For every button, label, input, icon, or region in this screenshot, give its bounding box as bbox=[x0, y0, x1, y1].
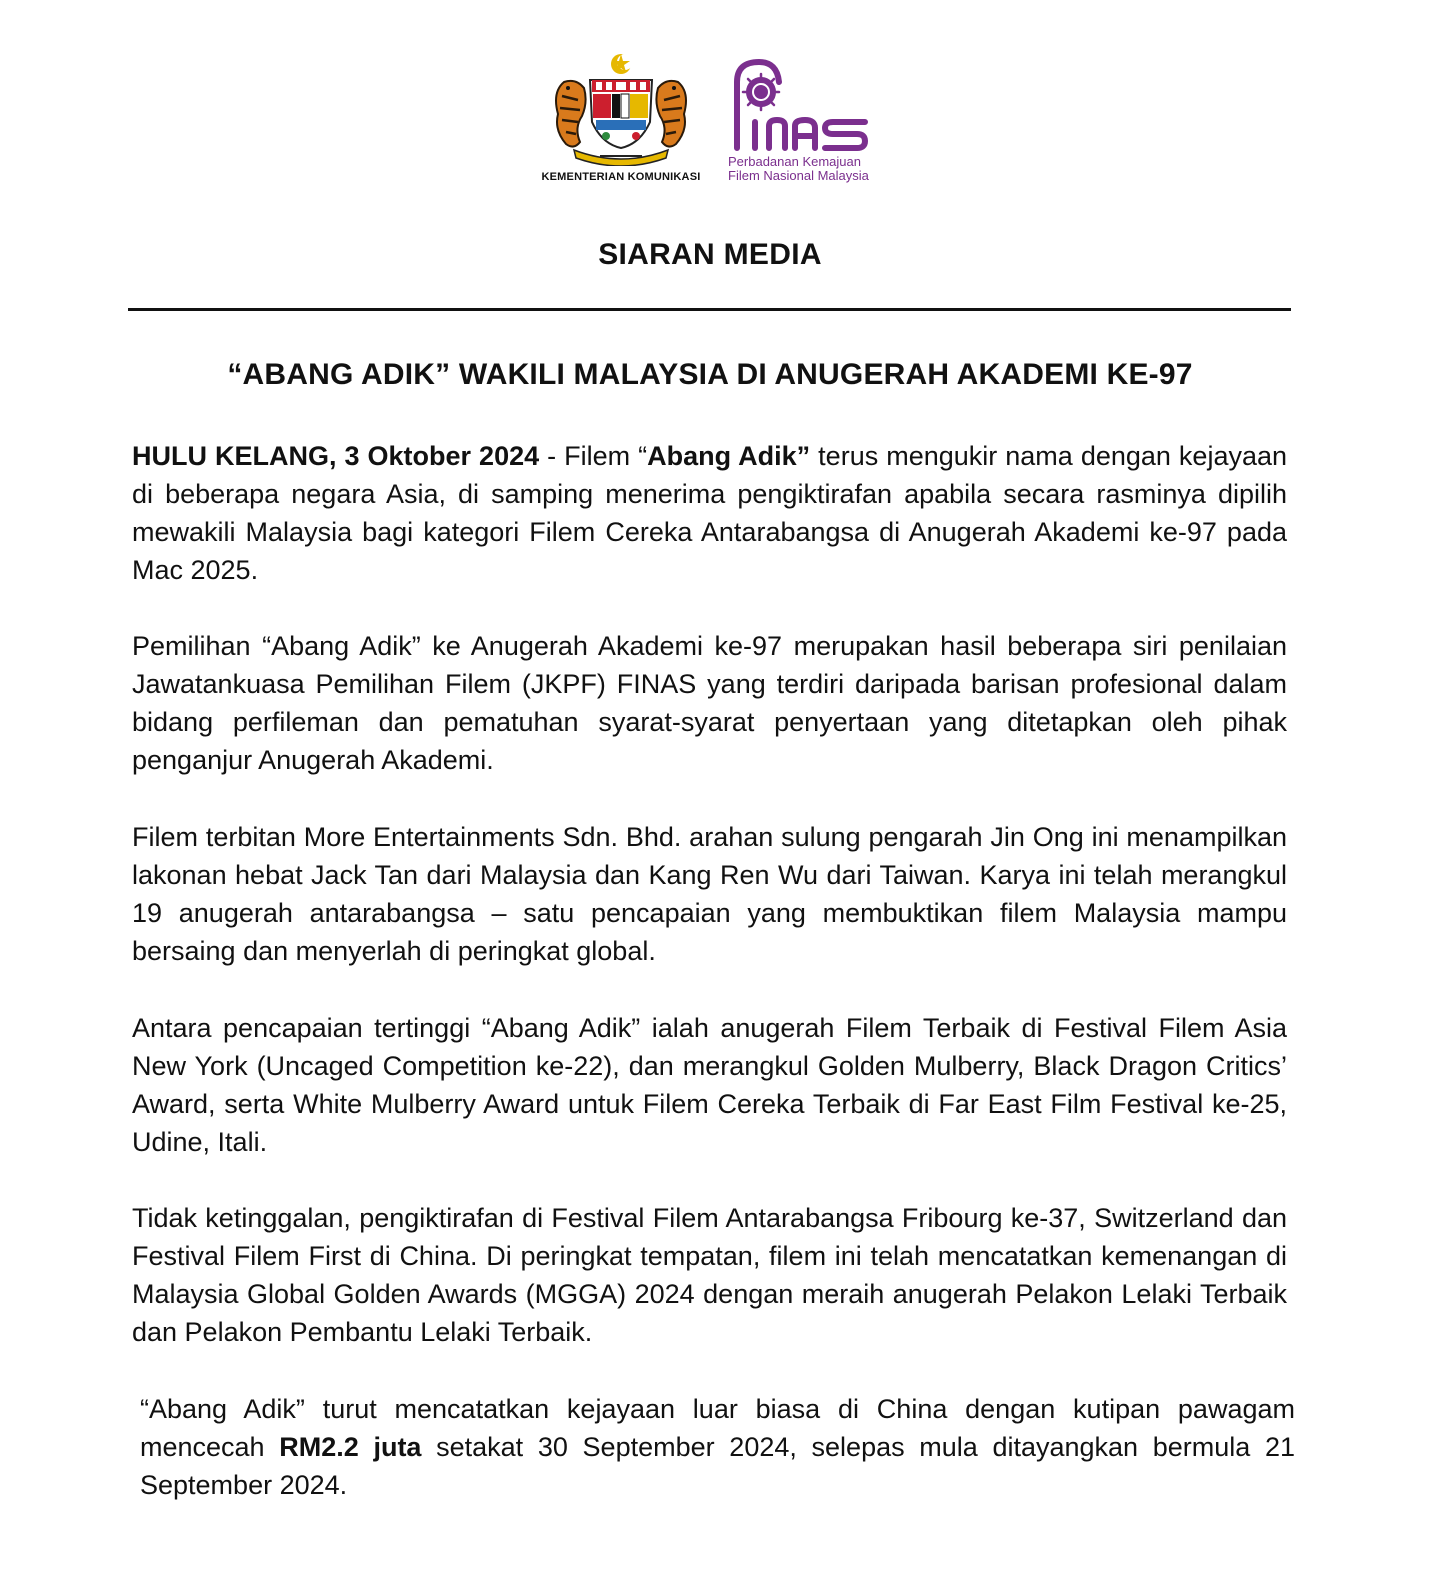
film-title: Abang Adik” bbox=[647, 441, 811, 471]
finas-logo-icon bbox=[725, 56, 875, 152]
ministry-label: KEMENTERIAN KOMUNIKASI bbox=[541, 171, 701, 183]
headline: “ABANG ADIK” WAKILI MALAYSIA DI ANUGERAH AKADEMI KE-97 bbox=[227, 358, 1193, 391]
dateline: HULU KELANG, 3 Oktober 2024 bbox=[132, 441, 540, 471]
paragraph-6 bbox=[132, 1390, 1295, 1504]
malaysia-coat-of-arms-icon bbox=[544, 52, 698, 166]
agency-name bbox=[728, 155, 869, 183]
letterhead bbox=[0, 52, 1440, 192]
finas-logo bbox=[725, 56, 895, 188]
paragraph-2: Pemilihan “Abang Adik” ke Anugerah Akademi ke-97 merupakan hasil beberapa siri penilaian Jawatankuasa Pemilihan Filem (JKPF) FINAS yang terdiri daripada barisan profesional dalam bidang perfileman dan pematuhan syarat-syarat penyertaan yang ditetapkan oleh pihak penganjur Anugerah Akademi. bbox=[132, 631, 1287, 775]
paragraph-4: Antara pencapaian tertinggi “Abang Adik” ialah anugerah Filem Terbaik di Festival Filem Asia New York (Uncaged Competition ke-22), dan merangkul Golden Mulberry, Black Dragon Critics’ Award, serta White Mulberry Award untuk Filem Cereka Terbaik di Far East Film Festival ke-25, Udine, Itali. bbox=[132, 1013, 1287, 1157]
paragraph-1-rest: terus mengukir nama dengan kejayaan di beberapa negara Asia, di samping menerima pengiktirafan apabila secara rasminya dipilih mewakili Malaysia bagi kategori Filem Cereka Antarabangsa di Anugerah Akademi ke-97 pada Mac 2025. bbox=[132, 441, 1288, 585]
paragraph-1-lead: - Filem “ bbox=[539, 441, 648, 471]
paragraph-3: Filem terbitan More Entertainments Sdn. Bhd. arahan sulung pengarah Jin Ong ini menampilkan lakonan hebat Jack Tan dari Malaysia dan Kang Ren Wu dari Taiwan. Karya ini telah merangkul 19 anugerah antarabangsa – satu pencapaian yang membuktikan filem Malaysia mampu bersaing dan menyerlah di peringkat global. bbox=[132, 822, 1287, 966]
agency-name-line2: Filem Nasional Malaysia bbox=[728, 168, 869, 183]
paragraph-6-before: “Abang Adik” turut mencatatkan kejayaan luar biasa di China dengan kutipan pawagam mencecah bbox=[140, 1394, 1295, 1462]
paragraph-6-after: setakat 30 September 2024, selepas mula ditayangkan bermula 21 September 2024. bbox=[140, 1432, 1295, 1500]
box-office-amount: RM2.2 juta bbox=[279, 1432, 422, 1462]
header-divider bbox=[128, 308, 1291, 311]
document-type: SIARAN MEDIA bbox=[598, 238, 822, 271]
paragraph-1 bbox=[132, 437, 1287, 589]
ministry-logo bbox=[534, 52, 708, 188]
agency-name-line1: Perbadanan Kemajuan bbox=[728, 154, 861, 169]
paragraph-5: Tidak ketinggalan, pengiktirafan di Festival Filem Antarabangsa Fribourg ke-37, Switzerland dan Festival Filem First di China. Di peringkat tempatan, filem ini telah mencatatkan kemenangan di Malaysia Global Golden Awards (MGGA) 2024 dengan meraih anugerah Pelakon Lelaki Terbaik dan Pelakon Pembantu Lelaki Terbaik. bbox=[132, 1203, 1287, 1347]
